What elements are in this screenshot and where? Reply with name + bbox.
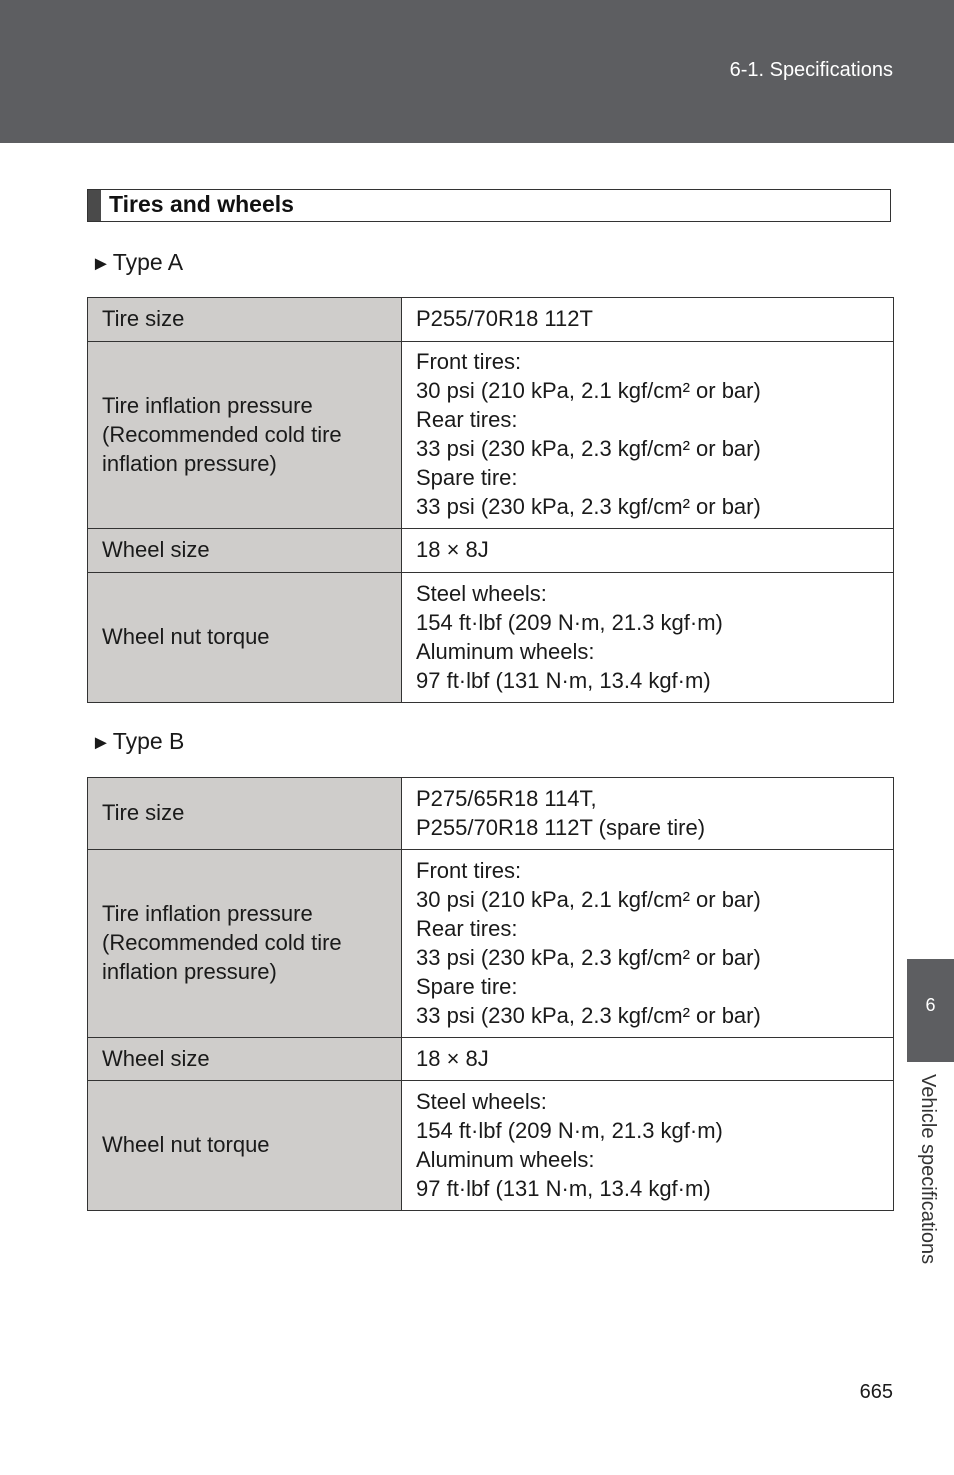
chapter-tab xyxy=(907,959,954,1062)
row-value-wheel-size: 18 × 8J xyxy=(402,529,894,573)
row-label-tire-inflation: Tire inflation pressure (Recommended cold tire inflation pressure) xyxy=(88,342,402,529)
row-label-tire-inflation: Tire inflation pressure (Recommended cold tire inflation pressure) xyxy=(88,850,402,1038)
row-value-tire-size: P255/70R18 112T xyxy=(402,298,894,342)
table-row xyxy=(88,342,894,529)
table-row xyxy=(88,529,894,573)
arrow-right-icon: ► xyxy=(91,732,111,754)
row-label-wheel-size: Wheel size xyxy=(88,529,402,573)
row-label-wheel-size: Wheel size xyxy=(88,1038,402,1081)
row-label-wheel-nut-torque: Wheel nut torque xyxy=(88,1081,402,1211)
row-value-wheel-nut-torque: Steel wheels: 154 ft·lbf (209 N·m, 21.3 kgf·m) Aluminum wheels: 97 ft·lbf (131 N·m, 13.4 kgf·m) xyxy=(402,1081,894,1211)
arrow-right-icon: ► xyxy=(91,253,111,275)
page-number: 665 xyxy=(859,1381,893,1403)
section-heading-box xyxy=(87,189,891,222)
section-title: Tires and wheels xyxy=(109,191,294,217)
table-row xyxy=(88,778,894,850)
table-row xyxy=(88,1038,894,1081)
table-row xyxy=(88,1081,894,1211)
row-label-wheel-nut-torque: Wheel nut torque xyxy=(88,573,402,703)
row-value-tire-inflation: Front tires: 30 psi (210 kPa, 2.1 kgf/cm² or bar) Rear tires: 33 psi (230 kPa, 2.3 kgf/cm² or bar) Spare tire: 33 psi (230 kPa, 2.3 kgf/cm² or bar) xyxy=(402,342,894,529)
table-row xyxy=(88,850,894,1038)
type-b-label: ►Type B xyxy=(91,728,185,754)
spec-table-type-a xyxy=(87,297,894,703)
row-label-tire-size: Tire size xyxy=(88,298,402,342)
row-value-wheel-nut-torque: Steel wheels: 154 ft·lbf (209 N·m, 21.3 kgf·m) Aluminum wheels: 97 ft·lbf (131 N·m, 13.4 kgf·m) xyxy=(402,573,894,703)
row-value-tire-inflation: Front tires: 30 psi (210 kPa, 2.1 kgf/cm² or bar) Rear tires: 33 psi (230 kPa, 2.3 kgf/cm² or bar) Spare tire: 33 psi (230 kPa, 2.3 kgf/cm² or bar) xyxy=(402,850,894,1038)
chapter-header: 6-1. Specifications xyxy=(729,59,893,81)
row-value-tire-size: P275/65R18 114T, P255/70R18 112T (spare tire) xyxy=(402,778,894,850)
table-row xyxy=(88,298,894,342)
table-row xyxy=(88,573,894,703)
chapter-side-label: Vehicle specifications xyxy=(917,1074,939,1265)
row-label-tire-size: Tire size xyxy=(88,778,402,850)
type-a-label: ►Type A xyxy=(91,249,184,275)
spec-table-type-b xyxy=(87,777,894,1211)
row-value-wheel-size: 18 × 8J xyxy=(402,1038,894,1081)
chapter-tab-number: 6 xyxy=(925,995,936,1015)
section-marker xyxy=(88,190,101,221)
